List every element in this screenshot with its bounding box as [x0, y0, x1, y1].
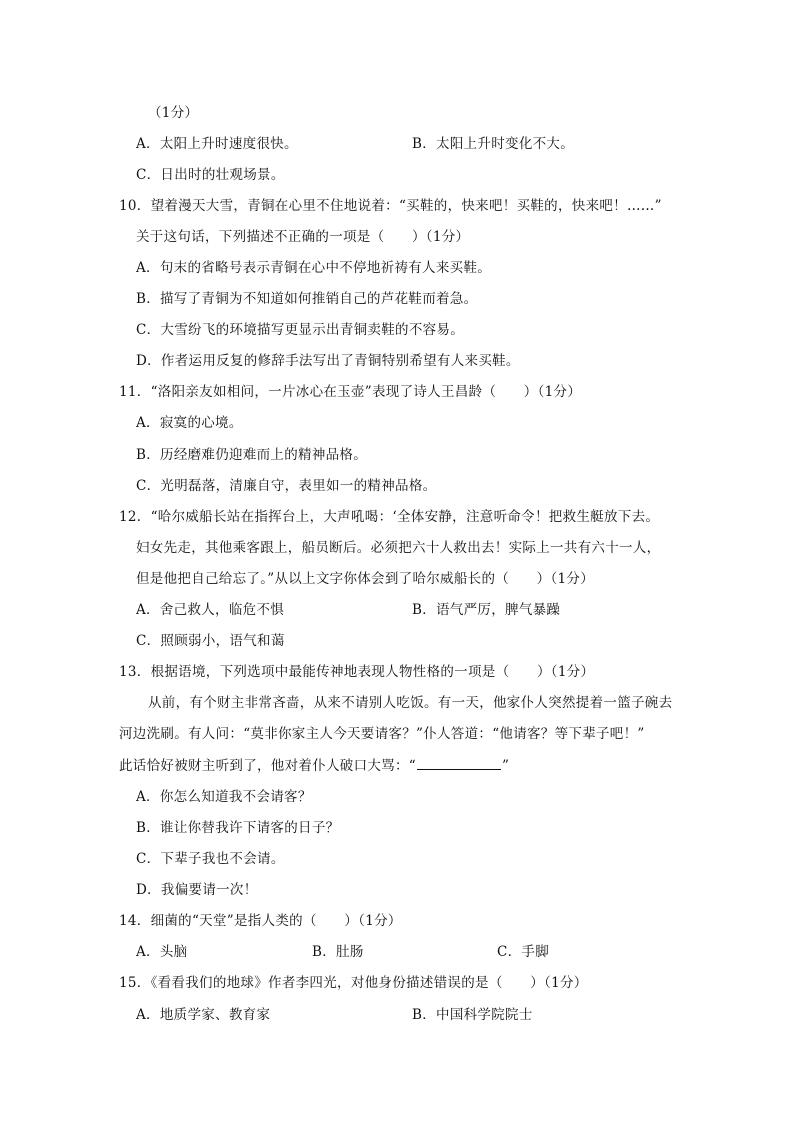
q11-option-a: A．寂寞的心境。 — [136, 415, 243, 431]
q10-stem-line2: 关于这句话，下列描述不正确的一项是（ ）（1分） — [136, 229, 470, 245]
q13-option-c: C．下辈子我也不会请。 — [136, 851, 285, 867]
q15-option-a: A．地质学家、教育家 — [136, 1007, 271, 1023]
q11-stem: 11．“洛阳亲友如相问，一片冰心在玉壶”表现了诗人王昌龄（ ）（1分） — [119, 384, 582, 400]
q10-option-d: D．作者运用反复的修辞手法写出了青铜特别希望有人来买鞋。 — [136, 353, 520, 369]
q13-option-d: D．我偏要请一次！ — [136, 882, 258, 898]
q13-stem: 13．根据语境，下列选项中最能传神地表现人物性格的一项是（ ）（1分） — [119, 664, 595, 680]
q13-passage-line1: 从前，有个财主非常吝啬，从来不请别人吃饭。有一天，他家仆人突然提着一篮子碗去 — [148, 695, 673, 711]
q12-stem-line3: 但是他把自己给忘了。”从以上文字你体会到了哈尔威船长的（ ）（1分） — [136, 571, 594, 587]
q10-option-c: C．大雪纷飞的环境描写更显示出青铜卖鞋的不容易。 — [136, 322, 465, 338]
q10-option-b: B．描写了青铜为不知道如何推销自己的芦花鞋而着急。 — [136, 291, 478, 307]
q12-option-b: B．语气严厉，脾气暴躁 — [412, 602, 561, 618]
q13-option-b: B．谁让你替我许下请客的日子？ — [136, 820, 340, 836]
q9-score: （1分） — [148, 105, 199, 121]
q11-option-b: B．历经磨难仍迎难而上的精神品格。 — [136, 447, 368, 463]
q13-passage-line3 — [119, 755, 509, 776]
q13-passage-line2: 河边洗刷。有人问：“莫非你家主人今天要请客？”仆人答道：“他请客？等下辈子吧！” — [119, 726, 645, 742]
q14-option-a: A．头脑 — [136, 944, 188, 960]
q12-stem-line1: 12．“哈尔威船长站在指挥台上，大声吼喝：‘全体安静，注意听命令！把救生艇放下去。 — [119, 509, 660, 525]
q13-option-a: A．你怎么知道我不会请客？ — [136, 789, 312, 805]
q14-option-c: C．手脚 — [497, 944, 550, 960]
q12-option-c: C．照顾弱小，语气和蔼 — [136, 633, 285, 649]
answer-blank[interactable] — [417, 755, 501, 770]
q14-stem: 14．细菌的“天堂”是指人类的（ ）（1分） — [119, 913, 402, 929]
q15-option-b: B．中国科学院院士 — [412, 1007, 533, 1023]
q11-option-c: C．光明磊落，清廉自守，表里如一的精神品格。 — [136, 478, 437, 494]
q10-stem-line1: 10．望着漫天大雪，青铜在心里不住地说着：“买鞋的，快来吧！买鞋的，快来吧！……” — [119, 198, 662, 214]
q13-closing-quote: ” — [502, 758, 510, 774]
q12-stem-line2: 妇女先走，其他乘客跟上，船员断后。必须把六十人救出去！实际上一共有六十一人， — [136, 540, 661, 556]
q9-option-b: B．太阳上升时变化不大。 — [412, 136, 575, 152]
q9-option-c: C．日出时的壮观场景。 — [136, 167, 285, 183]
q12-option-a: A．舍己救人，临危不惧 — [136, 602, 285, 618]
q14-option-b: B．肚肠 — [312, 944, 364, 960]
q13-passage-line3-text: 此话恰好被财主听到了，他对着仆人破口大骂：“ — [119, 758, 417, 774]
q9-option-a: A．太阳上升时速度很快。 — [136, 136, 298, 152]
q10-option-a: A．句末的省略号表示青铜在心中不停地祈祷有人来买鞋。 — [136, 260, 492, 276]
q15-stem: 15．《看看我们的地球》作者李四光，对他身份描述错误的是（ ）（1分） — [119, 975, 588, 991]
